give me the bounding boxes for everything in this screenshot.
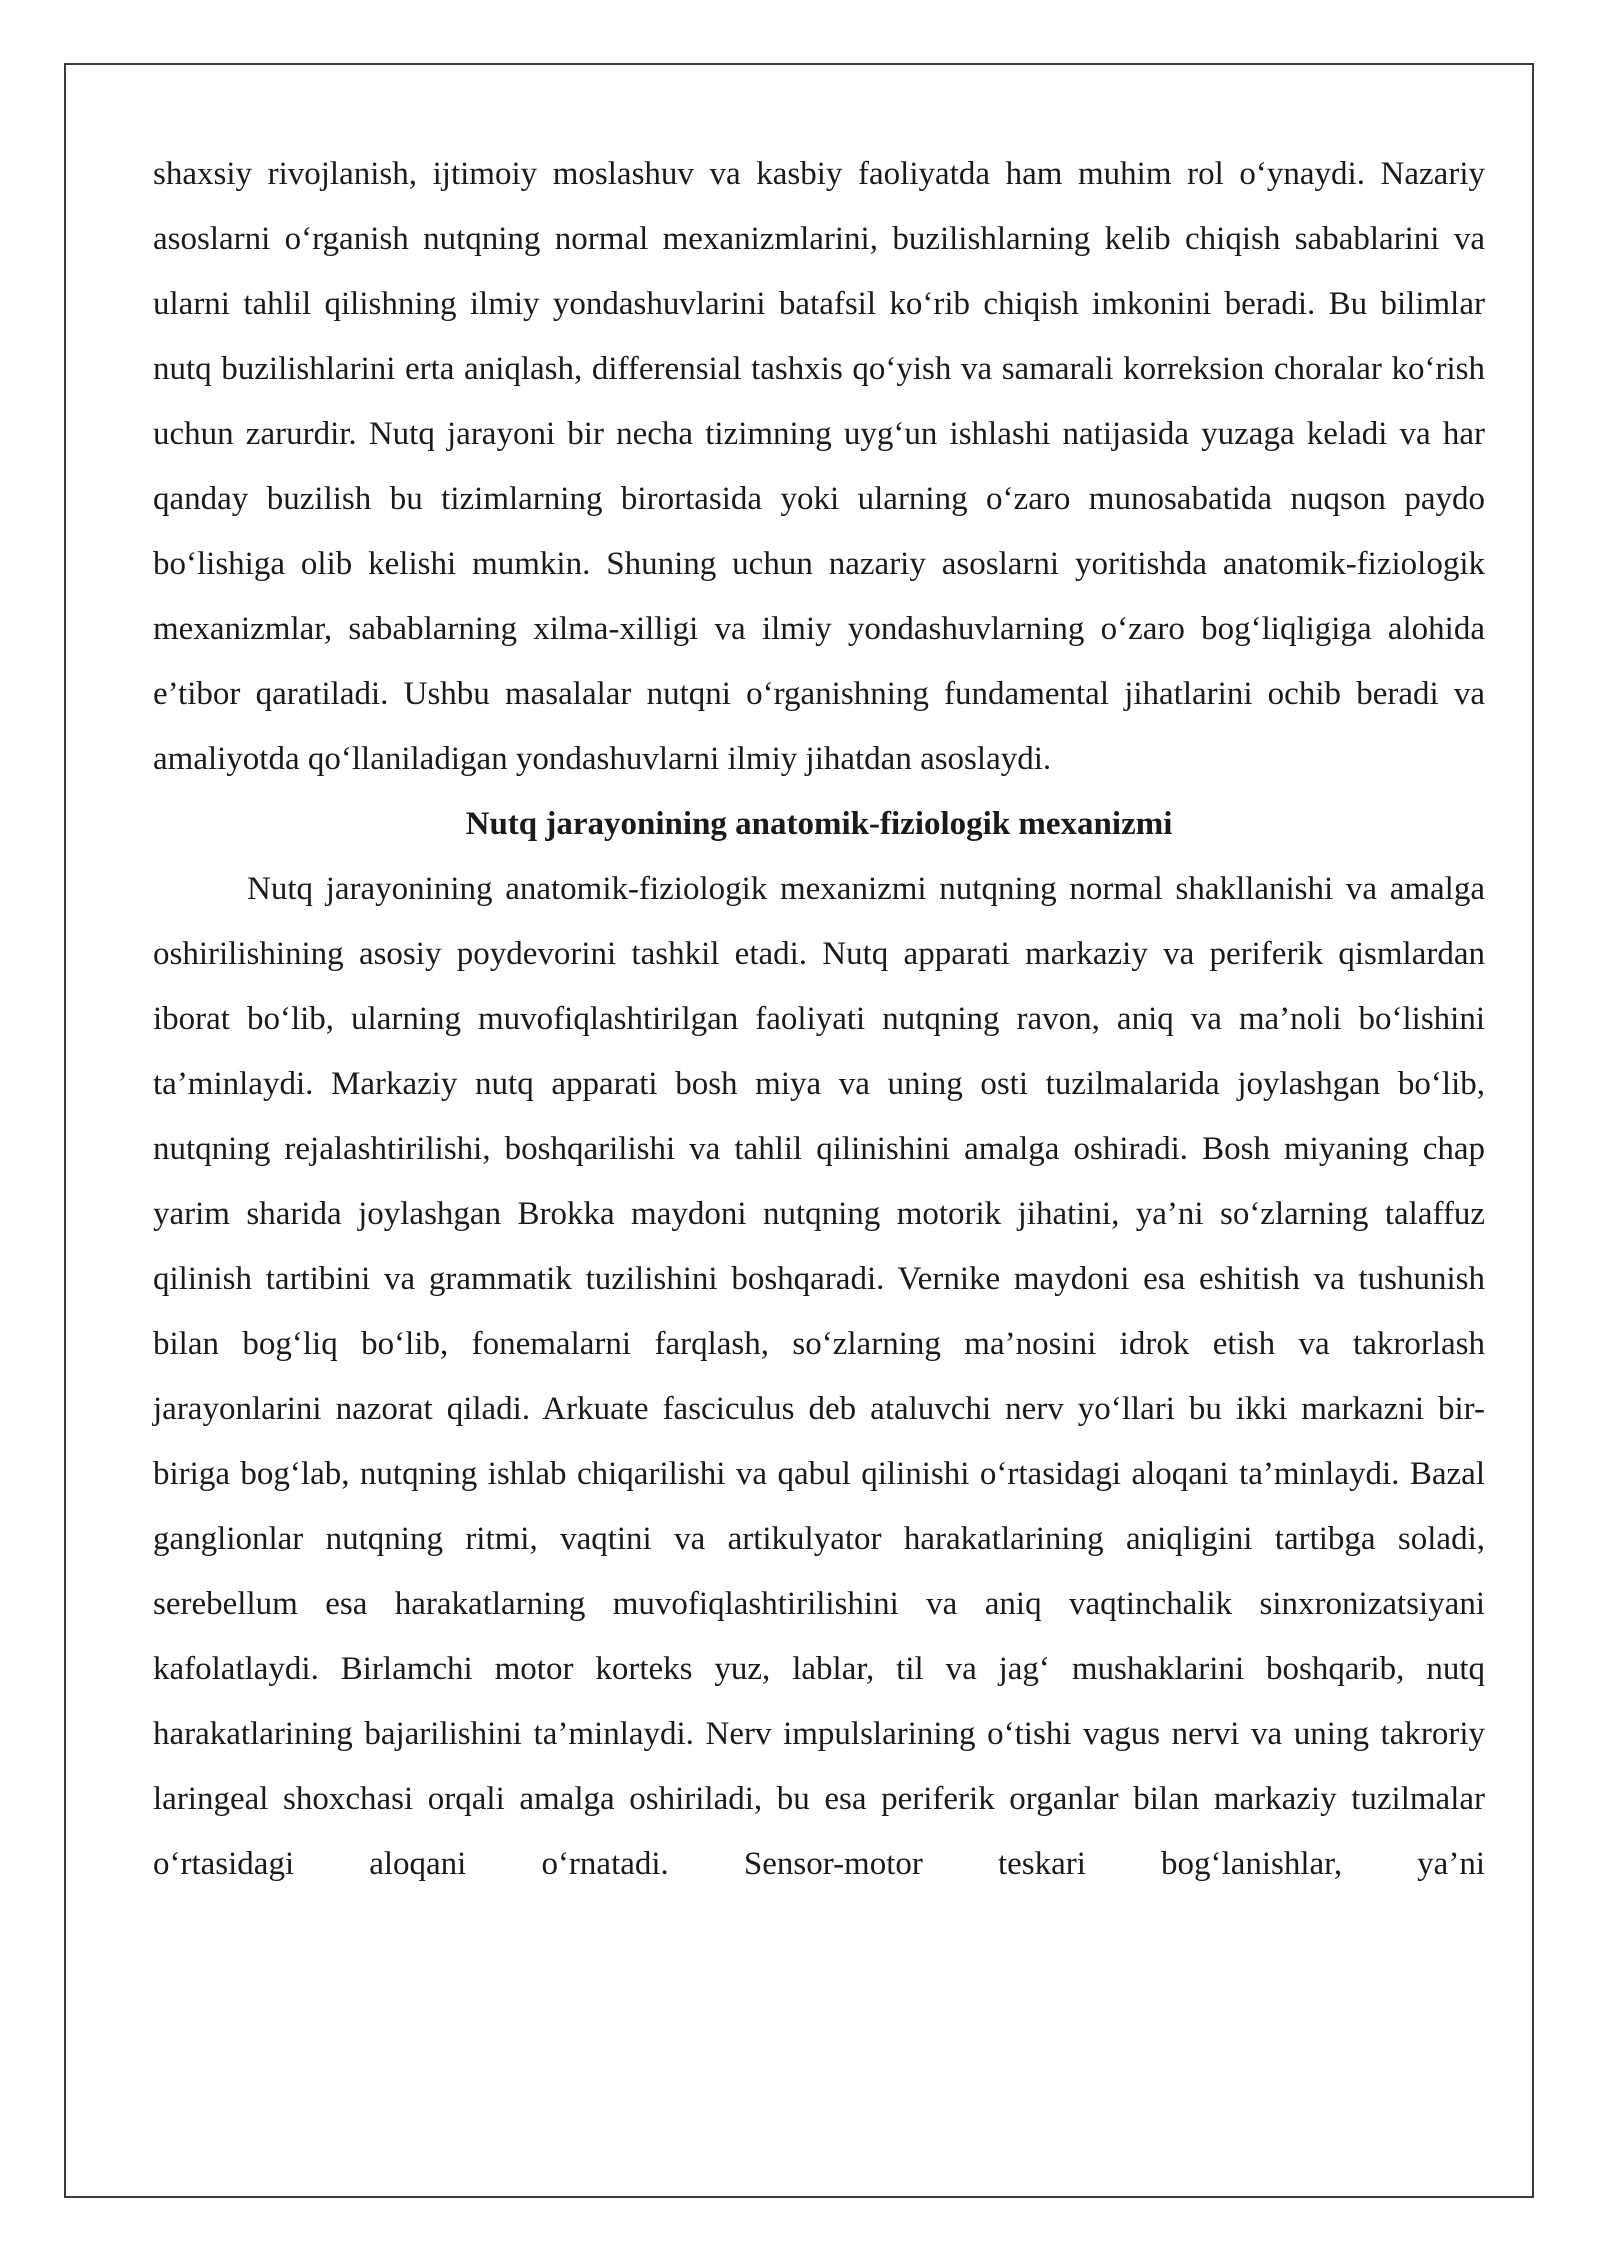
body-paragraph: Nutq jarayonining anatomik-fiziologik mexanizmi nutqning normal shakllanishi va amalga oshirilishining asosiy poydevorini tashkil etadi. Nutq apparati markaziy va periferik qismlardan iborat bo‘lib, ularning muvofiqlashtirilgan faoliyati nutqning ravon, aniq va ma’noli bo‘lishini ta’minlaydi. Markaziy nutq apparati bosh miya va uning osti tuzilmalarida joylashgan bo‘lib, nutqning rejalashtirilishi, boshqarilishi va tahlil qilinishini amalga oshiradi. Bosh miyaning chap yarim sharida joylashgan Brokka maydoni nutqning motorik jihatini, ya’ni so‘zlarning talaffuz qilinish tartibini va grammatik tuzilishini boshqaradi. Vernike maydoni esa eshitish va tushunish bilan bog‘liq bo‘lib, fonemalarni farqlash, so‘zlarning ma’nosini idrok etish va takrorlash jarayonlarini nazorat qiladi. Arkuate fasciculus deb ataluvchi nerv yo‘llari bu ikki markazni bir-biriga bog‘lab, nutqning ishlab chiqarilishi va qabul qilinishi o‘rtasidagi aloqani ta’minlaydi. Bazal ganglionlar nutqning ritmi, vaqtini va artikulyator harakatlarining aniqligini tartibga soladi, serebellum esa harakatlarning muvofiqlashtirilishini va aniq vaqtinchalik sinxronizatsiyani kafolatlaydi. Birlamchi motor korteks yuz, lablar, til va jag‘ mushaklarini boshqarib, nutq harakatlarining bajarilishini ta’minlaydi. Nerv impulslarining o‘tishi vagus nervi va uning takroriy laringeal shoxchasi orqali amalga oshiriladi, bu esa periferik organlar bilan markaziy tuzilmalar o‘rtasidagi aloqani o‘rnatadi. Sensor-motor teskari bog‘lanishlar, ya’ni [153,871,1485,1882]
section-heading: Nutq jarayonining anatomik-fiziologik mexanizmi [465,806,1173,842]
intro-paragraph: shaxsiy rivojlanish, ijtimoiy moslashuv va kasbiy faoliyatda ham muhim rol o‘ynaydi. Nazariy asoslarni o‘rganish nutqning normal mexanizmlarini, buzilishlarning kelib chiqish sabablarini va ularni tahlil qilishning ilmiy yondashuvlarini batafsil ko‘rib chiqish imkonini beradi. Bu bilimlar nutq buzilishlarini erta aniqlash, differensial tashxis qo‘yish va samarali korreksion choralar ko‘rish uchun zarurdir. Nutq jarayoni bir necha tizimning uyg‘un ishlashi natijasida yuzaga keladi va har qanday buzilish bu tizimlarning birortasida yoki ularning o‘zaro munosabatida nuqson paydo bo‘lishiga olib kelishi mumkin. Shuning uchun nazariy asoslarni yoritishda anatomik-fiziologik mexanizmlar, sabablarning xilma-xilligi va ilmiy yondashuvlarning o‘zaro bog‘liqligiga alohida e’tibor qaratiladi. Ushbu masalalar nutqni o‘rganishning fundamental jihatlarini ochib beradi va amaliyotda qo‘llaniladigan yondashuvlarni ilmiy jihatdan asoslaydi. [153,156,1485,777]
document-body [153,142,1485,1897]
